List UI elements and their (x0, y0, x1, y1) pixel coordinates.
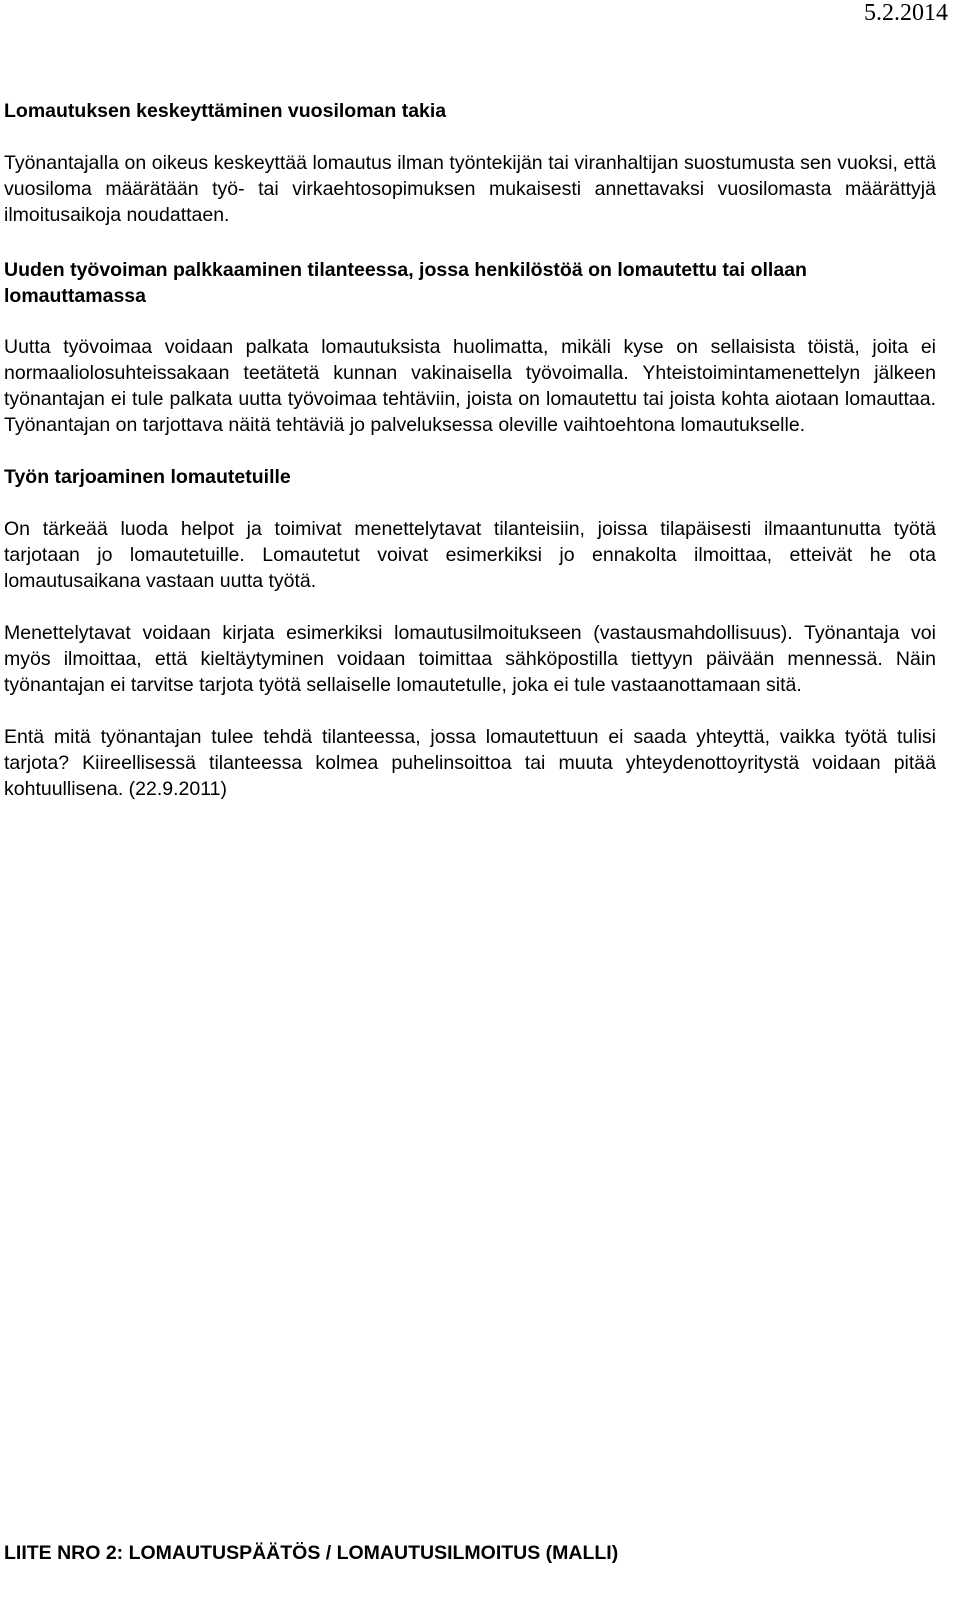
section-1-paragraph-1: Työnantajalla on oikeus keskeyttää lomautus ilman työntekijän tai viranhaltijan suostumusta sen vuoksi, että vuosiloma määrätään työ- tai virkaehtosopimuksen mukaisesti annettavaksi vuosilomasta määrättyjä ilmoitusaikoja noudattaen. (4, 152, 936, 226)
document-date: 5.2.2014 (864, 0, 948, 26)
section-heading-1: Lomautuksen keskeyttäminen vuosiloman takia (4, 100, 447, 122)
section-2-paragraph-1: Uutta työvoimaa voidaan palkata lomautuksista huolimatta, mikäli kyse on sellaisista töistä, joita ei normaaliolosuhteissakaan teetätetä kunnan vakinaisella työvoimalla. Yhteistoimintamenettelyn jälkeen työnantajan ei tule palkata uutta työvoimaa tehtäviin, joista on lomautettu tai joista kohta aiotaan lomauttaa. Työnantajan on tarjottava näitä tehtäviä jo palveluksessa oleville vaihtoehtona lomautukselle. (4, 336, 936, 436)
document-body (4, 98, 936, 802)
section-heading-2: Uuden työvoiman palkkaaminen tilanteessa, jossa henkilöstöä on lomautettu tai ollaan lomauttamassa (4, 259, 807, 307)
section-heading-3: Työn tarjoaminen lomautetuille (4, 466, 291, 488)
appendix-title: LIITE NRO 2: LOMAUTUSPÄÄTÖS / LOMAUTUSILMOITUS (MALLI) (4, 1542, 619, 1564)
section-3-paragraph-3: Entä mitä työnantajan tulee tehdä tilanteessa, jossa lomautettuun ei saada yhteyttä, vaikka työtä tulisi tarjota? Kiireellisessä tilanteessa kolmea puhelinsoittoa tai muuta yhteydenottoyritystä voidaan pitää kohtuullisena. (22.9.2011) (4, 726, 936, 800)
section-3-paragraph-2: Menettelytavat voidaan kirjata esimerkiksi lomautusilmoitukseen (vastausmahdollisuus). Työnantaja voi myös ilmoittaa, että kieltäytyminen voidaan toimittaa sähköpostilla tiettyyn päivään mennessä. Näin työnantajan ei tarvitse tarjota työtä sellaiselle lomautetulle, joka ei tule vastaanottamaan sitä. (4, 622, 936, 696)
section-3-paragraph-1: On tärkeää luoda helpot ja toimivat menettelytavat tilanteisiin, joissa tilapäisesti ilmaantunutta työtä tarjotaan jo lomautetuille. Lomautetut voivat esimerkiksi jo ennakolta ilmoittaa, etteivät he ota lomautusaikana vastaan uutta työtä. (4, 518, 936, 592)
